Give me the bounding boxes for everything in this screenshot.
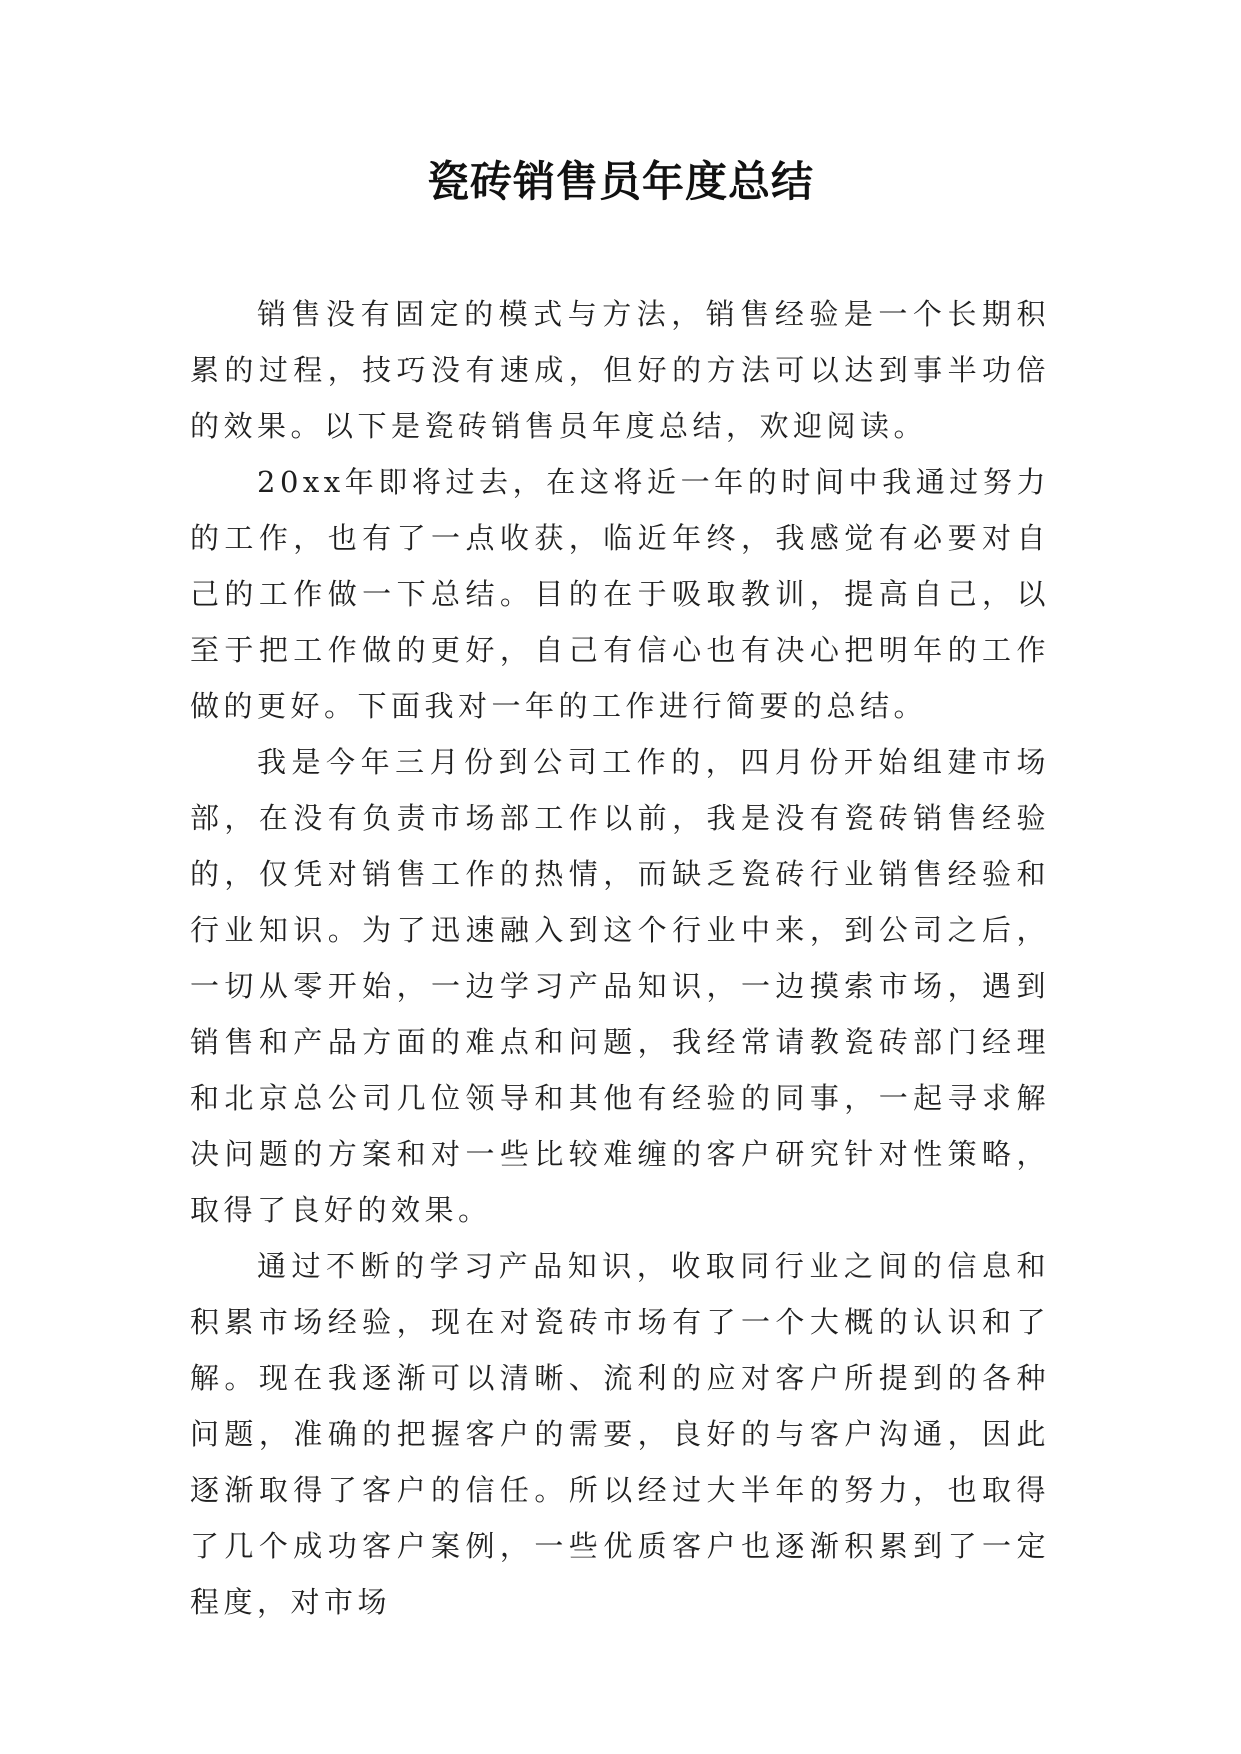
document-body (190, 286, 1050, 1630)
paragraph-year-review: 20xx年即将过去，在这将近一年的时间中我通过努力的工作，也有了一点收获，临近年终，我感觉有必要对自己的工作做一下总结。目的在于吸取教训，提高自己，以至于把工作做的更好，自己有信心也有决心把明年的工作做的更好。下面我对一年的工作进行简要的总结。 (190, 465, 1050, 723)
paragraph-market-department: 我是今年三月份到公司工作的，四月份开始组建市场部，在没有负责市场部工作以前，我是没有瓷砖销售经验的，仅凭对销售工作的热情，而缺乏瓷砖行业销售经验和行业知识。为了迅速融入到这个行业中来，到公司之后，一切从零开始，一边学习产品知识，一边摸索市场，遇到销售和产品方面的难点和问题，我经常请教瓷砖部门经理和北京总公司几位领导和其他有经验的同事，一起寻求解决问题的方案和对一些比较难缠的客户研究针对性策略，取得了良好的效果。 (190, 745, 1050, 1227)
document-title: 瓷砖销售员年度总结 (426, 157, 814, 206)
paragraph-learning-progress: 通过不断的学习产品知识，收取同行业之间的信息和积累市场经验，现在对瓷砖市场有了一个大概的认识和了解。现在我逐渐可以清晰、流利的应对客户所提到的各种问题，准确的把握客户的需要，良好的与客户沟通，因此逐渐取得了客户的信任。所以经过大半年的努力，也取得了几个成功客户案例，一些优质客户也逐渐积累到了一定程度，对市场 (190, 1249, 1050, 1619)
paragraph-intro: 销售没有固定的模式与方法，销售经验是一个长期积累的过程，技巧没有速成，但好的方法可以达到事半功倍的效果。以下是瓷砖销售员年度总结，欢迎阅读。 (190, 297, 1050, 443)
